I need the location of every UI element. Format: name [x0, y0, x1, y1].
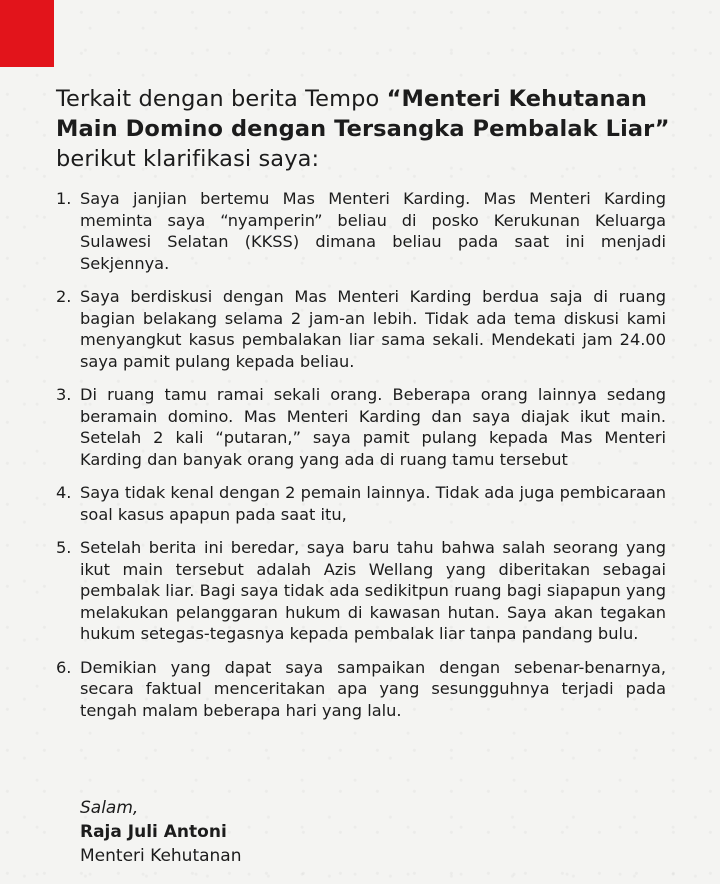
- list-item: [56, 657, 666, 722]
- heading-prefix: Terkait dengan berita Tempo: [56, 86, 387, 112]
- item-text: Demikian yang dapat saya sampaikan dengan sebenar-benarnya, secara faktual menceritakan apa yang sesungguhnya terjadi pada tengah malam beberapa hari yang lalu.: [80, 657, 666, 720]
- list-item: [56, 537, 666, 645]
- item-text: Di ruang tamu ramai sekali orang. Beberapa orang lainnya sedang beramain domino. Mas Menteri Karding dan saya diajak ikut main. Setelah 2 kali “putaran,” saya pamit pulang kepada Mas Menteri Karding dan banyak orang yang ada di ruang tamu tersebut: [80, 385, 666, 469]
- heading-quoted-title: “Menteri Kehutanan Main Domino dengan Tersangka Pembalak Liar”: [56, 86, 670, 142]
- list-item: [56, 384, 666, 470]
- signoff-position: Menteri Kehutanan: [80, 846, 242, 866]
- statement-heading: [56, 84, 676, 174]
- heading-suffix: berikut klarifikasi saya:: [56, 146, 320, 172]
- item-number: 1.: [56, 189, 72, 208]
- item-number: 5.: [56, 538, 72, 557]
- item-number: 3.: [56, 385, 72, 404]
- signoff-name: Raja Juli Antoni: [80, 822, 227, 842]
- item-text: Saya tidak kenal dengan 2 pemain lainnya. Tidak ada juga pembicaraan soal kasus apapun pada saat itu,: [80, 483, 666, 524]
- list-item: [56, 482, 666, 525]
- item-number: 4.: [56, 483, 72, 502]
- item-text: Saya berdiskusi dengan Mas Menteri Karding berdua saja di ruang bagian belakang selama 2 jam-an lebih. Tidak ada tema diskusi kami menyangkut kasus pembalakan liar sama sekali. Mendekati jam 24.00 saya pamit pulang kepada beliau.: [80, 287, 666, 371]
- item-number: 2.: [56, 287, 72, 306]
- clarification-list: [56, 188, 666, 733]
- item-text: Setelah berita ini beredar, saya baru tahu bahwa salah seorang yang ikut main tersebut adalah Azis Wellang yang diberitakan sebagai pembalak liar. Bagi saya tidak ada sedikitpun ruang bagi siapapun yang melakukan pelanggaran hukum di kawasan hutan. Saya akan tegakan hukum setegas-tegasnya kepada pembalak liar tanpa pandang bulu.: [80, 538, 666, 643]
- item-number: 6.: [56, 657, 72, 677]
- red-corner-block: [0, 0, 54, 67]
- list-item: [56, 188, 666, 274]
- list-item: [56, 286, 666, 372]
- signoff-block: [80, 796, 242, 868]
- signoff-salam: Salam,: [80, 798, 139, 818]
- item-text: Saya janjian bertemu Mas Menteri Karding. Mas Menteri Karding meminta saya “nyamperin” beliau di posko Kerukunan Keluarga Sulawesi Selatan (KKSS) dimana beliau pada saat ini menjadi Sekjennya.: [80, 189, 666, 273]
